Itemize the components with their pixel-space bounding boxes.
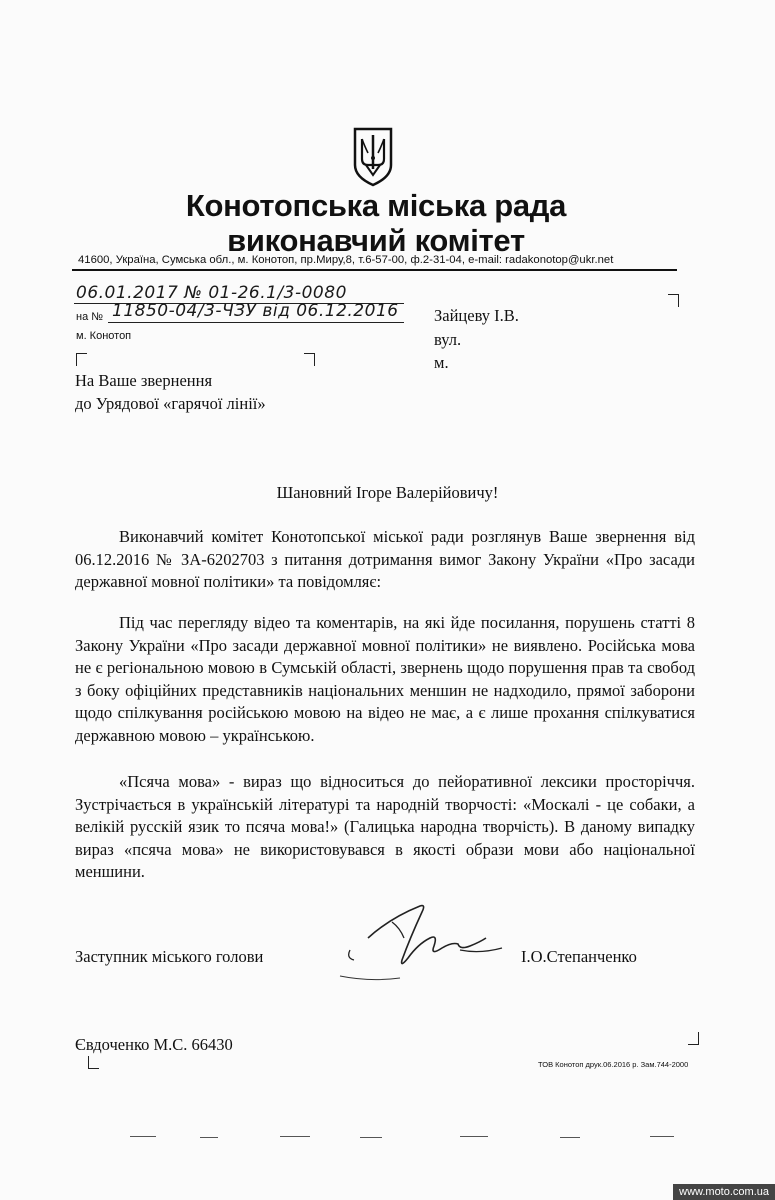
scan-artifact — [360, 1137, 382, 1138]
signer-position: Заступник міського голови — [75, 947, 264, 966]
footer-corner-right — [688, 1032, 699, 1045]
body-paragraph-2: Під час перегляду відео та коментарів, на які йде посилання, порушень статті 8 Закону України «Про засади державної мовної політики» не виявлено. Російська мова не є регіональною мовою в Сумській області, звернень щодо порушення прав та свобод з боку офіційних представників національних меншин не надходило, прямої заборони щодо спілкування російською мовою на відео не має, а є лише прохання спілкуватися державною мовою – українською. — [75, 613, 695, 745]
footer-corner-left — [88, 1056, 99, 1069]
salutation: Шановний Ігоре Валерійовичу! — [276, 483, 499, 502]
org-address: 41600, Україна, Сумська обл., м. Конотоп, пр.Миру,8, т.6-57-00, ф.2-31-04, e-mail: radakonotop@ukr.net — [78, 254, 614, 266]
place-of-issue: м. Конотоп — [76, 330, 132, 342]
watermark-url: www.moto.com.ua — [673, 1184, 775, 1200]
signer-name: І.О.Степанченко — [521, 947, 637, 966]
trident-coat-of-arms-icon — [352, 125, 394, 187]
subject-line-2: до Урядової «гарячої лінії» — [75, 394, 266, 413]
scan-artifact — [130, 1136, 156, 1137]
scan-artifact — [460, 1136, 488, 1137]
subject-corner-right — [304, 353, 315, 366]
recipient-city: м. — [434, 353, 449, 372]
subject-corner-left — [76, 353, 87, 366]
incoming-underline — [108, 322, 404, 323]
org-subtitle: виконавчий комітет — [227, 223, 525, 258]
scan-artifact — [280, 1136, 310, 1137]
incoming-registration: 11850-04/3-ЧЗУ від 06.12.2016 — [112, 301, 399, 321]
recipient-street: вул. — [434, 330, 462, 349]
body-paragraph-1: Виконавчий комітет Конотопської міської ради розглянув Ваше звернення від 06.12.2016 № ЗА-6202703 з питання дотримання вимог Закону України «Про засади державної мовної політики» та повідомляє: — [75, 527, 695, 592]
incoming-prefix: на № — [76, 311, 104, 323]
recipient-name: Зайцеву І.В. — [434, 306, 519, 325]
scan-artifact — [650, 1136, 674, 1137]
executor-contact: Євдоченко М.С. 66430 — [75, 1035, 233, 1054]
print-mark: ТОВ Конотоп друк.06.2016 р. Зам.744-2000 — [538, 1060, 689, 1069]
scan-artifact — [200, 1137, 218, 1138]
org-title: Конотопська міська рада — [185, 188, 567, 223]
subject-line-1: На Ваше звернення — [75, 371, 213, 390]
scan-artifact — [560, 1137, 580, 1138]
handwritten-signature — [330, 898, 510, 988]
outgoing-registration: 06.01.2017 № 01-26.1/3-0080 — [76, 283, 347, 303]
address-corner-mark — [668, 294, 679, 307]
header-divider — [72, 269, 677, 271]
body-paragraph-3: «Псяча мова» - вираз що відноситься до пейоративної лексики просторіччя. Зустрічається в українській літературі та народній творчості: «Москалі - це собаки, а велікій русскій язик то псяча мова!» (Галицька народна творчість). В даному випадку вираз «псяча мова» не використовувався в якості образи мови або національної меншини. — [75, 772, 695, 882]
